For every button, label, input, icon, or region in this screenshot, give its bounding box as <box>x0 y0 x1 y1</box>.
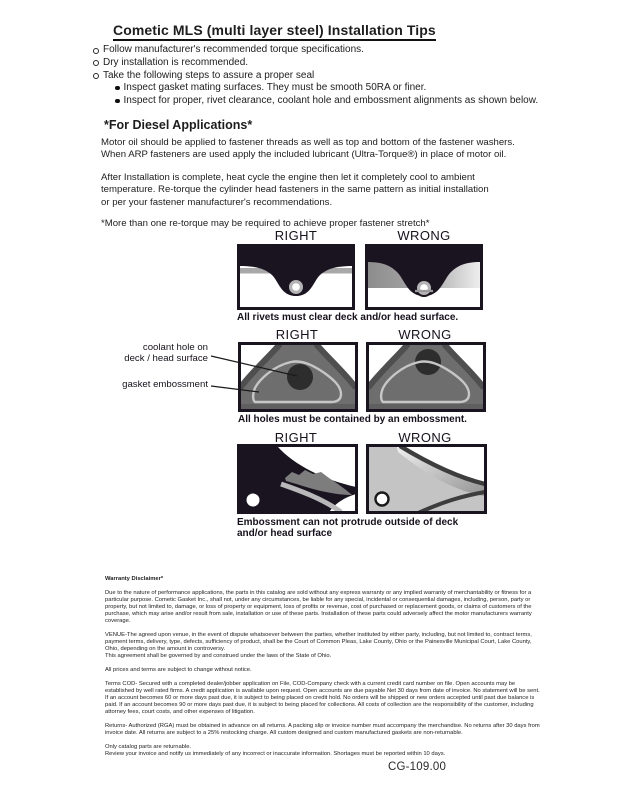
row3-caption-line2: and/or head surface <box>237 528 333 539</box>
row3-right-label: RIGHT <box>274 430 318 445</box>
bullet-dot-icon <box>115 86 120 91</box>
page-code: CG-109.00 <box>388 761 447 773</box>
row3-wrong-label: WRONG <box>398 430 452 445</box>
page-title: Cometic MLS (multi layer steel) Installation Tips <box>113 22 436 41</box>
section-heading-diesel: *For Diesel Applications* <box>104 118 253 132</box>
bullet-circle-icon <box>93 60 99 66</box>
terms-paragraph: Terms COD- Secured with a completed dealer/jobber application on File, COD-Company check with a current credit card number on file. Open accounts may be established by well rated firms. A credit application is available upon request. Open accounts are due payable Net 30 days from date of invoice. No statement will be sent. If an account becomes 60 or more days past due, it is subject to being placed on credit hold. No orders will be shipped or new orders accepted until past due balance is paid. If an account becomes 90 or more days past due, it is subject to being placed for collections. All costs of collection are the responsibility of the customer, including attorney fees, court costs, and other expenses of litigation. <box>105 681 540 715</box>
list-item-text: Inspect gasket mating surfaces. They must be smooth 50RA or finer. <box>123 82 427 94</box>
list-item <box>93 44 563 57</box>
bullet-dot-icon <box>115 99 120 104</box>
bolt-hole <box>247 494 260 507</box>
invoice-review-line: Review your invoice and notify us immediately of any incorrect or inaccurate information. Shortages must be reported within 10 days. <box>105 751 446 757</box>
row2-right-label: RIGHT <box>275 327 319 342</box>
venue-paragraph: VENUE-The agreed upon venue, in the event of dispute whatsoever between the parties, whether instituted by either party, including, but not limited to, contract terms, payment terms, delivery, type, defects, sufficiency of product, shall be the Court of Common Pleas, Lake County, Ohio or the Painesville Municipal Court, Lake County, Ohio, depending on the amount in controversy. <box>105 632 532 652</box>
catalog-parts-line: Only catalog parts are returnable. <box>105 744 192 750</box>
list-item-text: Take the following steps to assure a proper seal <box>103 69 315 81</box>
gasket-embossment-label: gasket embossment <box>122 379 208 390</box>
bullet-circle-icon <box>93 48 99 54</box>
warranty-paragraph: Due to the nature of performance applications, the parts in this catalog are sold without any express warranty or any implied warranty of merchantability or fitness for a particular purpose. Cometic Gasket Inc., shall not, under any circumstances, be liable for any special, incidental or consequential damages, including, person, party or property, but not limited to, damage, or loss of property or equipment, loss of profits or revenue, cost of purchased or replacement goods, or claims of customers of the purchase, which may arise and/or result from sale, installation or use of these parts. Installation of these parts could adversely affect the motor manufacturers warranty coverage. <box>105 590 532 624</box>
list-item-text: Follow manufacturer's recommended torque specifications. <box>103 44 364 55</box>
bullet-circle-icon <box>93 73 99 79</box>
row3-caption-line1: Embossment can not protrude outside of deck <box>237 517 459 528</box>
retorque-note: *More than one re-torque may be required to achieve proper fastener stretch* <box>101 218 430 229</box>
diagram-rivet-wrong <box>365 244 483 310</box>
prices-line: All prices and terms are subject to change without notice. <box>105 667 252 673</box>
diagram-rivet-right <box>237 244 355 310</box>
returns-paragraph: Returns- Authorized (RGA) must be obtained in advance on all returns. A packing slip or invoice number must accompany the merchandise. No returns after 30 days from invoice date. All returns are subject to a 25% restocking charge. All custom designed and custom manufactured gaskets are non-returnable. <box>105 723 540 736</box>
coolant-hole-label: coolant hole on deck / head surface <box>124 342 208 364</box>
coolant-hole <box>287 364 313 390</box>
diagram-protrusion-wrong <box>366 444 487 514</box>
row1-right-label: RIGHT <box>274 228 318 243</box>
row1-caption: All rivets must clear deck and/or head surface. <box>237 312 459 323</box>
row1-wrong-label: WRONG <box>397 228 451 243</box>
list-item-text: Inspect for proper, rivet clearance, coolant hole and embossment alignments as shown below. <box>123 95 539 107</box>
diesel-paragraph-2: After Installation is complete, heat cycle the engine then let it completely cool to ambient temperature. Re-torque the cylinder head fasteners in the same pattern as initial installation or per your fastener manufacturer's recommendations. <box>101 172 489 208</box>
list-item <box>93 70 563 83</box>
row2-wrong-label: WRONG <box>398 327 452 342</box>
list-item <box>115 95 563 108</box>
tips-list <box>93 44 563 108</box>
warranty-heading: Warranty Disclaimer* <box>105 576 164 582</box>
bolt-hole <box>376 493 389 506</box>
list-item-text: Dry installation is recommended. <box>103 56 249 68</box>
list-item <box>115 82 563 95</box>
diagram-embossment-right <box>238 342 358 412</box>
governing-law-line: This agreement shall be governed by and construed under the laws of the State of Ohio. <box>105 653 332 659</box>
legal-text <box>105 576 541 765</box>
diesel-paragraph-1: Motor oil should be applied to fastener threads as well as top and bottom of the fastener washers. When ARP fasteners are used apply the included lubricant (Ultra-Torque®) in place of motor oil. <box>101 137 515 161</box>
diagram-protrusion-right <box>237 444 358 514</box>
row2-caption: All holes must be contained by an embossment. <box>238 414 467 425</box>
diagram-embossment-wrong <box>366 342 486 412</box>
list-item <box>93 57 563 70</box>
